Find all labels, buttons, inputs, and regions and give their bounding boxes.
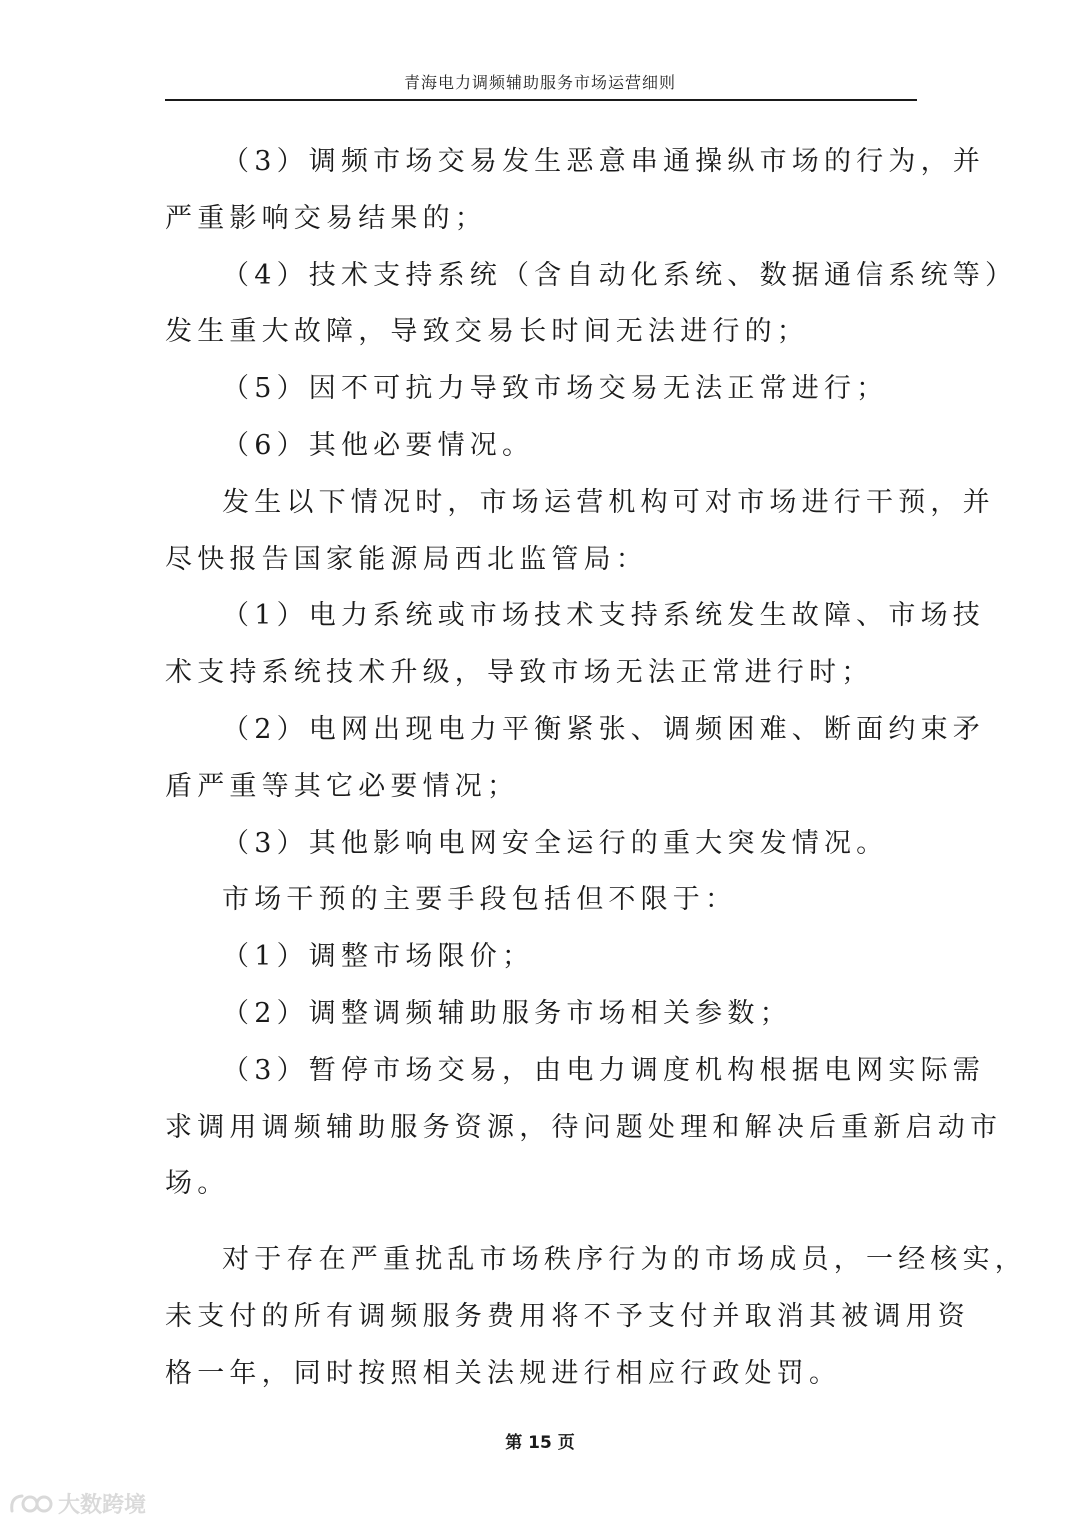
- body-line: 严重影响交易结果的；: [165, 202, 487, 234]
- body-line: 对于存在严重扰乱市场秩序行为的市场成员，一经核实，: [222, 1244, 1027, 1276]
- body-line: （3）调频市场交易发生恶意串通操纵市场的行为，并: [222, 146, 985, 177]
- body-line: 市场干预的主要手段包括但不限于：: [222, 884, 738, 916]
- body-line: 场。: [165, 1168, 230, 1200]
- body-line: 尽快报告国家能源局西北监管局：: [165, 543, 648, 575]
- paragraph-gap: [165, 1213, 917, 1232]
- body-line: 盾严重等其它必要情况；: [165, 770, 520, 802]
- body-line: 格一年，同时按照相关法规进行相应行政处罚。: [165, 1357, 842, 1389]
- body-line: （2）调整调频辅助服务市场相关参数；: [222, 997, 792, 1029]
- body-line: （3）其他影响电网安全运行的重大突发情况。: [222, 827, 889, 859]
- body-line: 未支付的所有调频服务费用将不予支付并取消其被调用资: [165, 1300, 970, 1332]
- body-line: 发生以下情况时，市场运营机构可对市场进行干预，并: [222, 486, 995, 518]
- body-line: （3）暂停市场交易，由电力调度机构根据电网实际需: [222, 1054, 985, 1086]
- watermark-text: 大数跨境: [58, 1493, 147, 1518]
- watermark-logo-icon: [8, 1491, 54, 1517]
- document-body: [165, 134, 1027, 1403]
- body-line: （1）调整市场限价；: [222, 941, 535, 973]
- page-number: 第 15 页: [505, 1433, 575, 1453]
- running-header: 青海电力调频辅助服务市场运营细则: [403, 73, 676, 92]
- body-line: （4）技术支持系统（含自动化系统、数据通信系统等）: [222, 259, 1018, 291]
- body-line: 术支持系统技术升级，导致市场无法正常进行时；: [165, 657, 874, 689]
- body-line: （2）电网出现电力平衡紧张、调频困难、断面约束矛: [222, 713, 985, 745]
- header-rule: [165, 99, 917, 101]
- body-line: 发生重大故障，导致交易长时间无法进行的；: [165, 316, 809, 348]
- body-line: （1）电力系统或市场技术支持系统发生故障、市场技: [222, 600, 985, 632]
- watermark: [8, 1488, 146, 1519]
- body-line: 求调用调频辅助服务资源，待问题处理和解决后重新启动市: [165, 1111, 1003, 1143]
- body-line: （5）因不可抗力导致市场交易无法正常进行；: [222, 373, 889, 405]
- body-line: （6）其他必要情况。: [222, 429, 535, 461]
